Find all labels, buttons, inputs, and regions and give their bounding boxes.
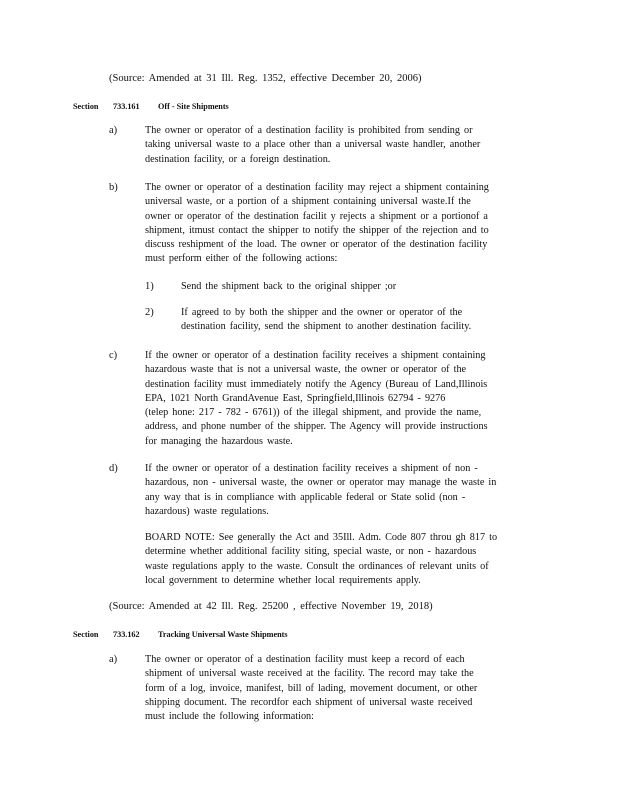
- item-marker: c): [109, 350, 118, 361]
- paragraph-line: must perform either of the following actions:: [145, 253, 338, 265]
- paragraph-line: determine whether additional facility siting, special waste, or non - hazardous: [145, 546, 477, 558]
- section-label: Section: [73, 102, 99, 111]
- paragraph-line: address, and phone number of the shipper. The Agency will provide instructions: [145, 421, 488, 433]
- paragraph-line: shipping document. The recordfor each shipment of universal waste received: [145, 696, 473, 708]
- item-marker: a): [109, 125, 118, 136]
- paragraph-line: hazardous waste that is not a universal waste, the owner or operator of the: [145, 364, 467, 376]
- paragraph-line: BOARD NOTE: See generally the Act and 35Ill. Adm. Code 807 throu gh 817 to: [145, 532, 498, 543]
- item-marker: a): [109, 654, 118, 665]
- paragraph-line: taking universal waste to a place other than a universal waste handler, another: [145, 139, 481, 151]
- paragraph-line: The owner or operator of a destination facility may reject a shipment containing: [145, 182, 489, 193]
- source-note: (Source: Amended at 42 Ill. Reg. 25200 , effective November 19, 2018): [109, 601, 433, 612]
- paragraph-line: The owner or operator of a destination facility must keep a record of each: [145, 654, 465, 665]
- source-note: (Source: Amended at 31 Ill. Reg. 1352, effective December 20, 2006): [109, 73, 422, 84]
- paragraph-line: shipment of universal waste received at the facility. The record may take the: [145, 668, 474, 680]
- section-title: Off - Site Shipments: [158, 102, 229, 111]
- paragraph-line: any way that is in compliance with applicable federal or State solid (non -: [145, 491, 466, 503]
- paragraph-line: If the owner or operator of a destination facility receives a shipment of non -: [145, 463, 478, 474]
- paragraph-line: The owner or operator of a destination facility is prohibited from sending or: [145, 125, 473, 136]
- paragraph-line: destination facility, send the shipment to another destination facility.: [181, 321, 472, 333]
- item-marker: d): [109, 463, 118, 474]
- paragraph-line: local government to determine whether local requirements apply.: [145, 574, 421, 586]
- board-note: [145, 531, 545, 588]
- item-paragraph: [145, 462, 545, 519]
- paragraph-line: waste regulations apply to the waste. Consult the ordinances of relevant units of: [145, 560, 489, 572]
- sub-item-marker: 2): [145, 307, 154, 318]
- paragraph-line: destination facility must immediately notify the Agency (Bureau of Land,Illinois: [145, 378, 488, 390]
- paragraph-line: If the owner or operator of a destination facility receives a shipment containing: [145, 350, 486, 361]
- item-marker: b): [109, 182, 118, 193]
- paragraph-line: Send the shipment back to the original shipper ;or: [181, 281, 397, 292]
- paragraph-line: for managing the hazardous waste.: [145, 435, 293, 447]
- sub-item-marker: 1): [145, 281, 154, 292]
- paragraph-line: destination facility, or a foreign destination.: [145, 153, 331, 165]
- paragraph-line: discuss reshipment of the load. The owner or operator of the destination facility: [145, 239, 488, 251]
- section-label: Section: [73, 630, 99, 639]
- paragraph-line: shipment, itmust contact the shipper to notify the shipper of the rejection and to: [145, 224, 489, 236]
- paragraph-line: hazardous, non - universal waste, the owner or operator may manage the waste in: [145, 477, 497, 489]
- paragraph-line: owner or operator of the destination facilit y rejects a shipment or a portionof a: [145, 210, 488, 222]
- section-number: 733.162: [113, 630, 140, 639]
- item-paragraph: [145, 181, 545, 267]
- paragraph-line: EPA, 1021 North GrandAvenue East, Springfield,Illinois 62794 - 9276: [145, 392, 446, 404]
- item-paragraph: [145, 124, 545, 167]
- paragraph-line: form of a log, invoice, manifest, bill of lading, movement document, or other: [145, 682, 478, 694]
- item-paragraph: [145, 349, 545, 449]
- sub-item-paragraph: [181, 306, 541, 335]
- section-title: Tracking Universal Waste Shipments: [158, 630, 288, 639]
- paragraph-line: If agreed to by both the shipper and the owner or operator of the: [181, 307, 463, 318]
- paragraph-line: (telep hone: 217 - 782 - 6761)) of the illegal shipment, and provide the name,: [145, 407, 482, 419]
- section-number: 733.161: [113, 102, 140, 111]
- paragraph-line: must include the following information:: [145, 711, 314, 723]
- sub-item-paragraph: [181, 280, 541, 294]
- paragraph-line: hazardous) waste regulations.: [145, 505, 269, 517]
- paragraph-line: universal waste, or a portion of a shipment containing universal waste.If the: [145, 196, 471, 208]
- item-paragraph: [145, 653, 545, 724]
